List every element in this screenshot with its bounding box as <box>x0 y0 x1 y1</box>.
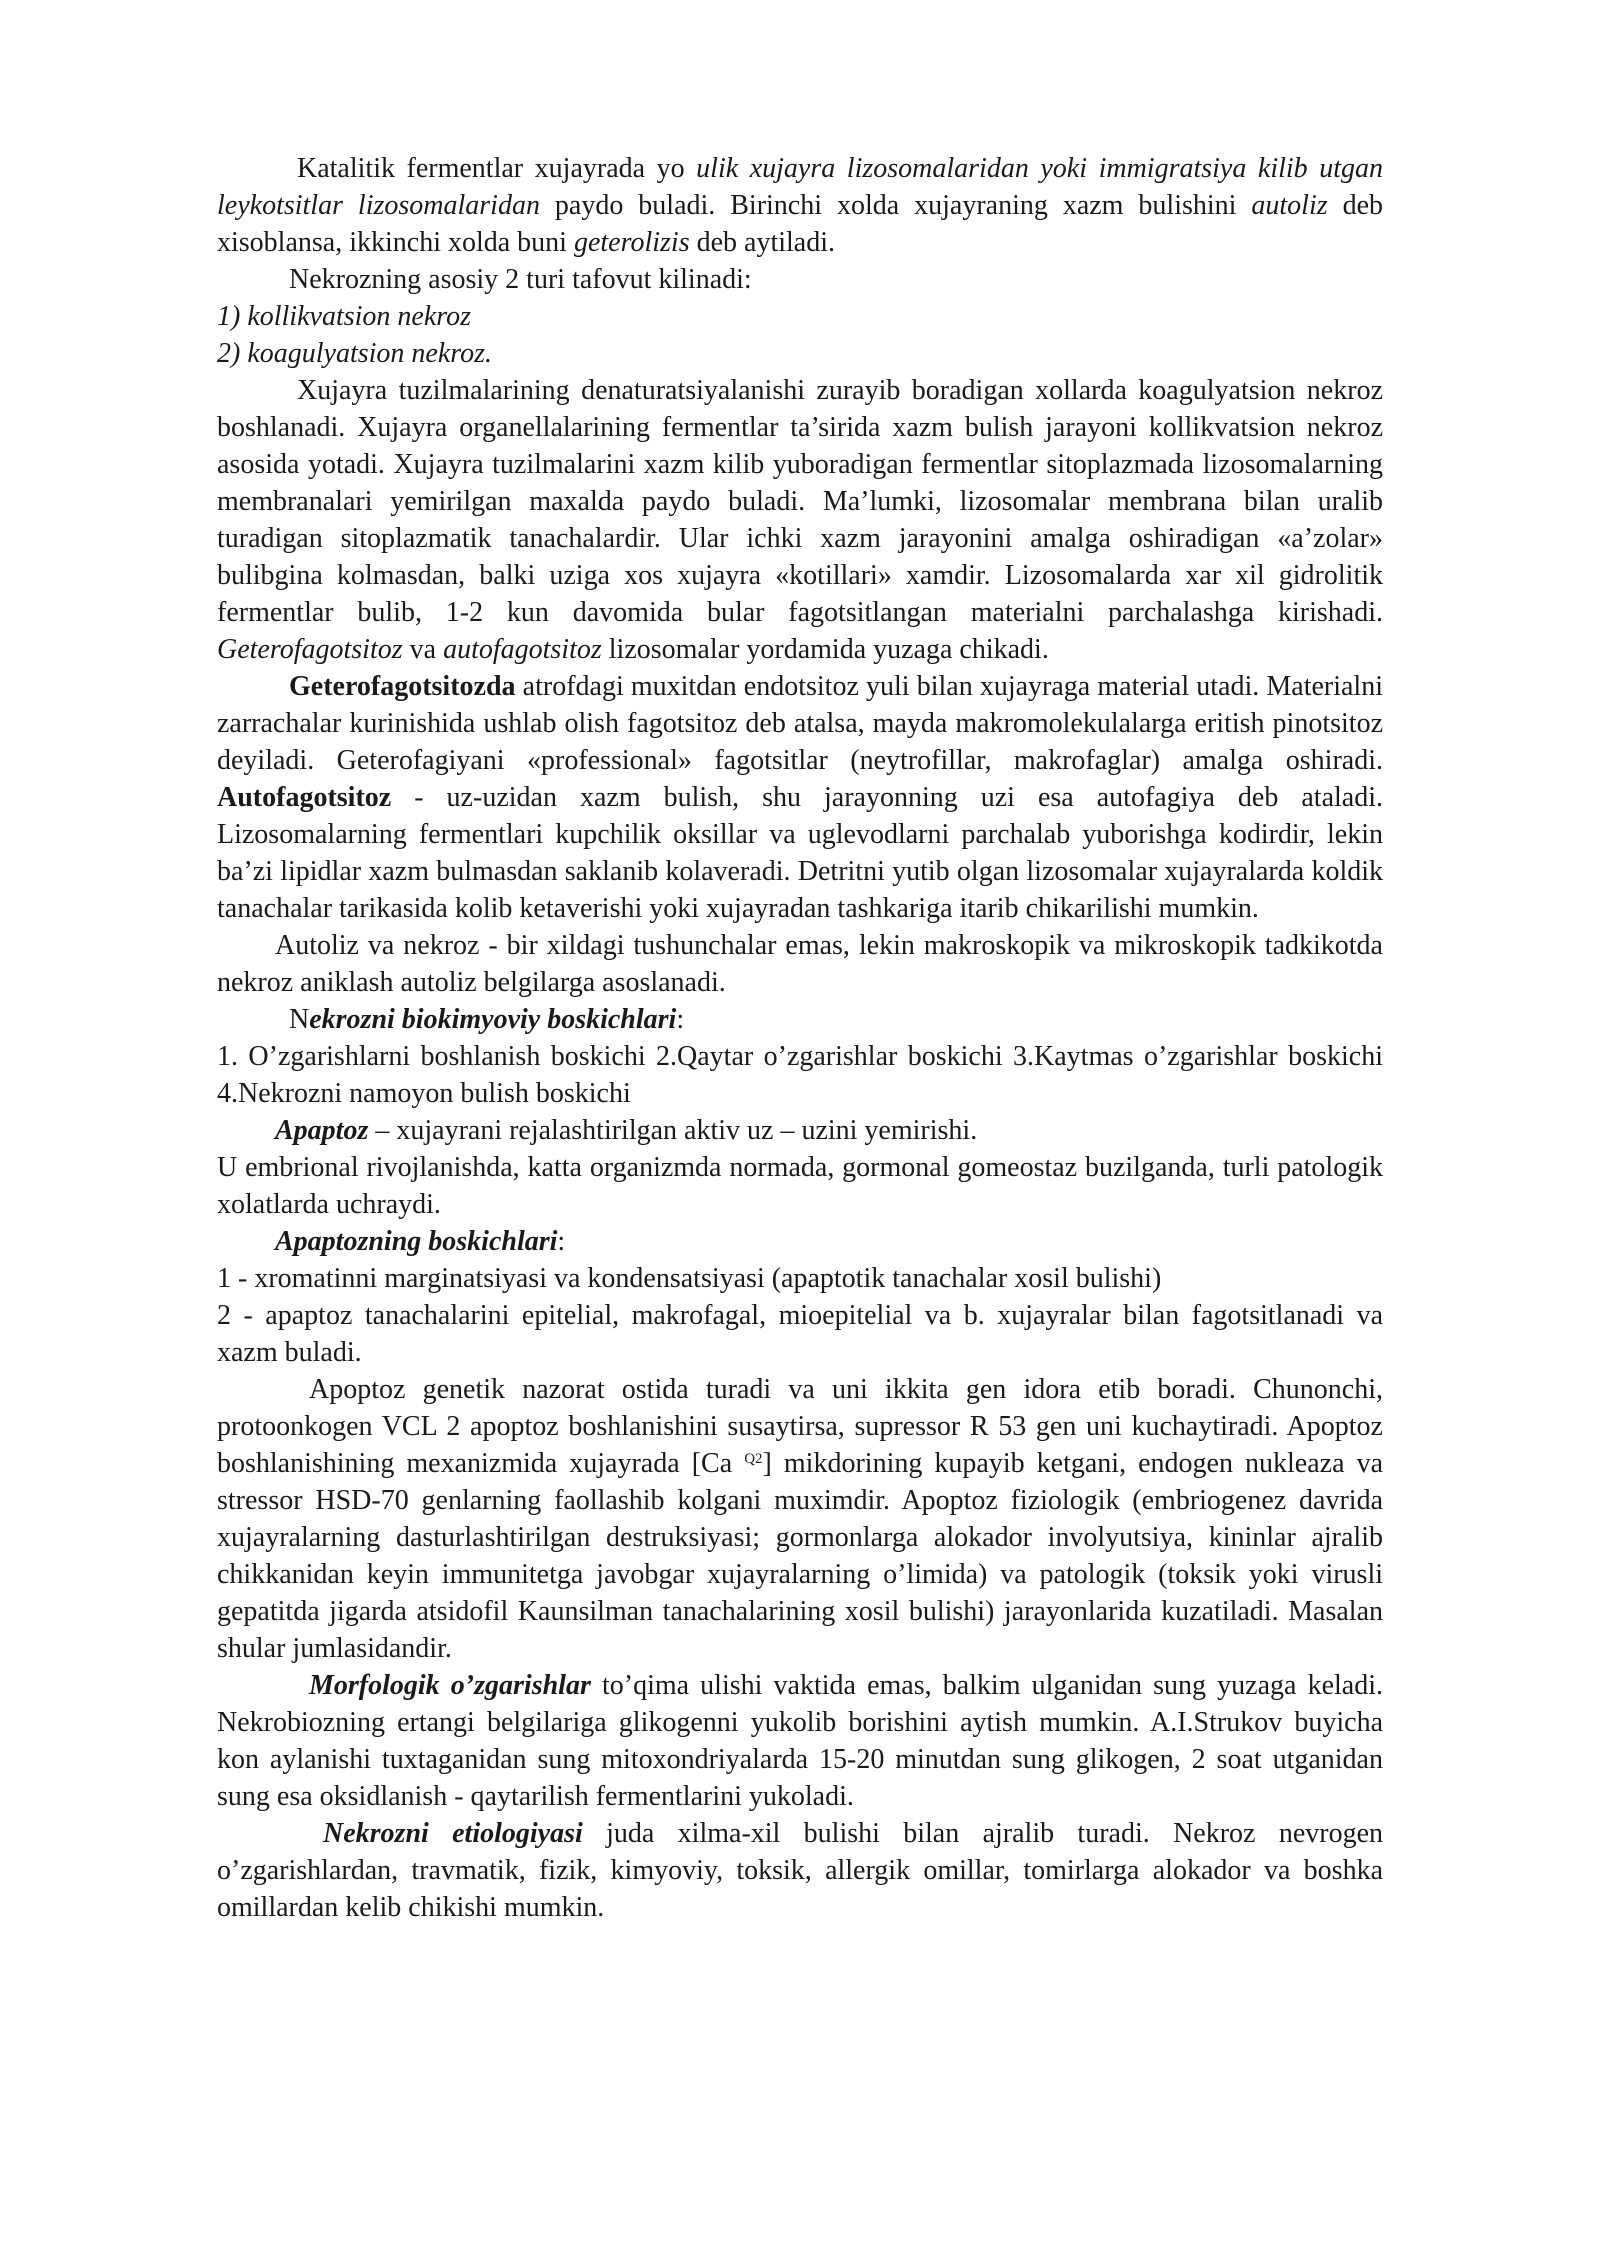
list-item-type-2 <box>217 335 1383 372</box>
paragraph-apoptosis-definition <box>217 1112 1383 1149</box>
text: atrofdagi muxitdan endotsitoz yuli bilan xujayraga material utadi. Materialni zarrachalar kurinishida ushlab olish fagotsitoz deb atalsa, mayda makromolekulalarga eritish pinotsitoz deyiladi. Geterofagiyani «professional» fagotsitlar (neytrofillar, makrofaglar) amalga oshiradi. <box>217 671 1383 776</box>
paragraph-autolysis-vs-necrosis: Autoliz va nekroz - bir xildagi tushunchalar emas, lekin makroskopik va mikroskopik tadkikotda nekroz aniklash autoliz belgilarga asoslanadi. <box>217 930 1383 998</box>
list-item-apoptosis-stage-1: 1 - xromatinni marginatsiyasi va kondensatsiyasi (apaptotik tanachalar xosil bulishi) <box>217 1263 1162 1294</box>
paragraph-morphological-changes <box>217 1667 1383 1815</box>
term-geterolizis: geterolizis <box>573 227 690 258</box>
term-autofagotsitoz: autofagotsitoz <box>443 634 602 665</box>
italic-text: 2) koagulyatsion nekroz. <box>217 338 493 369</box>
text: to’qima ulishi vaktida emas, balkim ulganidan sung yuzaga keladi. Nekrobiozning ertangi belgilariga glikogenni yukolib borishini aytish mumkin. A.I.Strukov buyicha kon aylanishi tuxtaganidan sung mitoxondriyalarda 15-20 minutdan sung glikogen, 2 soat utganidan sung esa oksidlanish - qaytarilish fermentlarini yukoladi. <box>217 1670 1383 1812</box>
text: - uz-uzidan xazm bulish, shu jarayonning uzi esa autofagiya deb ataladi. Lizosomalarning fermentlari kupchilik oksillar va uglevodlarni parchalab yuborishga kodirdir, lekin ba’zi lipidlar xazm bulmasdan saklanib kolaveradi. Detritni yutib olgan lizosomalar xujayralarda koldik tanachalar tarikasida kolib ketaverishi yoki xujayradan tashkariga itarib chikarilishi mumkin. <box>217 782 1383 924</box>
italic-text: ulik xujayra lizosomalaridan yoki immigratsiya kilib utgan leykotsitlar lizosomalaridan <box>217 153 1383 221</box>
term-autoliz: autoliz <box>1251 190 1328 221</box>
superscript: Q2 <box>744 1451 763 1467</box>
bold-italic-term: Morfologik o’zgarishlar <box>309 1670 591 1701</box>
paragraph-heterophagocytosis <box>217 668 1383 927</box>
text: juda xilma-xil bulishi bilan ajralib turadi. Nekroz nevrogen o’zgarishlardan, travmatik, fizik, kimyoviy, toksik, allergik omillar, tomirlarga alokador va boshka omillardan kelib chikishi mumkin. <box>217 1818 1384 1923</box>
text: lizosomalar yordamida yuzaga chikadi. <box>601 634 1049 665</box>
text: va <box>402 634 444 665</box>
text: deb xisoblansa, ikkinchi xolda buni <box>217 190 1384 258</box>
paragraph-necrosis-etiology <box>217 1815 1383 1926</box>
text: : <box>676 1004 685 1035</box>
text: paydo buladi. Birinchi xolda xujayraning xazm bulishini <box>539 190 1252 221</box>
bold-italic-term: Apaptoz <box>275 1115 369 1146</box>
bold-term: Autofagotsitoz <box>217 782 392 813</box>
bold-italic-heading: Apaptozning boskichlari <box>275 1226 558 1257</box>
heading-apoptosis-stages <box>217 1223 1383 1260</box>
paragraph-coagulation-necrosis <box>217 372 1383 668</box>
text: : <box>557 1226 566 1257</box>
paragraph-catalytic-enzymes <box>217 150 1383 261</box>
text: deb aytiladi. <box>689 227 835 258</box>
list-item-type-1 <box>217 298 1383 335</box>
text: ] mikdorining kupayib ketgani, endogen nukleaza va stressor HSD-70 genlarning faollashib kolgani muximdir. Apoptoz fiziologik (embriogenez davrida xujayralarning dasturlashtirilgan destruksiyasi; gormonlarga alokador involyutsiya, kininlar ajralib chikkanidan keyin immunitetga javobgar xujayralarning o’limida) va patologik (toksik yoki virusli gepatitda jigarda atsidofil Kaunsilman tanachalarining xosil bulishi) jarayonlarida kuzatiladi. Masalan shular jumlasidandir. <box>217 1448 1383 1664</box>
list-item-apoptosis-stage-2: 2 - apaptoz tanachalarini epitelial, makrofagal, mioepitelial va b. xujayralar bilan fagotsitlanadi va xazm buladi. <box>217 1300 1383 1368</box>
heading-biochemical-stages <box>217 1001 1383 1038</box>
italic-text: 1) kollikvatsion nekroz <box>217 301 472 332</box>
bold-term: Geterofagotsitozda <box>289 671 516 702</box>
document-page <box>217 150 1383 1926</box>
paragraph-apoptosis-occurrence: U embrional rivojlanishda, katta organizmda normada, gormonal gomeostaz buzilganda, turli patologik xolatlarda uchraydi. <box>217 1152 1383 1220</box>
bold-italic-term: Nekrozni etiologiyasi <box>323 1818 583 1849</box>
paragraph-necrosis-types-intro: Nekrozning asosiy 2 turi tafovut kilinadi: <box>289 264 752 295</box>
bold-italic-heading: ekrozni biokimyoviy boskichlari <box>309 1004 677 1035</box>
text: Apoptoz genetik nazorat ostida turadi va uni ikkita gen idora etib boradi. Chunonchi, protoonkogen VCL 2 apoptoz boshlanishini susaytirsa, supressor R 53 gen uni kuchaytiradi. Apoptoz boshlanishining mexanizmida xujayrada [Ca <box>217 1374 1383 1479</box>
text: N <box>289 1004 310 1035</box>
term-geterofagotsitoz: Geterofagotsitoz <box>217 634 403 665</box>
text: – xujayrani rejalashtirilgan aktiv uz – uzini yemirishi. <box>368 1115 978 1146</box>
paragraph-stages-list: 1. O’zgarishlarni boshlanish boskichi 2.Qaytar o’zgarishlar boskichi 3.Kaytmas o’zgarishlar boskichi 4.Nekrozni namoyon bulish boskichi <box>217 1041 1383 1109</box>
paragraph-apoptosis-genetics <box>217 1371 1383 1667</box>
text: Xujayra tuzilmalarining denaturatsiyalanishi zurayib boradigan xollarda koagulyatsion nekroz boshlanadi. Xujayra organellalarining fermentlar ta’sirida xazm bulish jarayoni kollikvatsion nekroz asosida yotadi. Xujayra tuzilmalarini xazm kilib yuboradigan fermentlar sitoplazmada lizosomalarning membranalari yemirilgan maxalda paydo buladi. Ma’lumki, lizosomalar membrana bilan uralib turadigan sitoplazmatik tanachalardir. Ular ichki xazm jarayonini amalga oshiradigan «a’zolar» bulibgina kolmasdan, balki uziga xos xujayra «kotillari» xamdir. Lizosomalarda xar xil gidrolitik fermentlar bulib, 1-2 kun davomida bular fagotsitlangan materialni parchalashga kirishadi. <box>217 375 1383 628</box>
text: Katalitik fermentlar xujayrada yo <box>297 153 697 184</box>
